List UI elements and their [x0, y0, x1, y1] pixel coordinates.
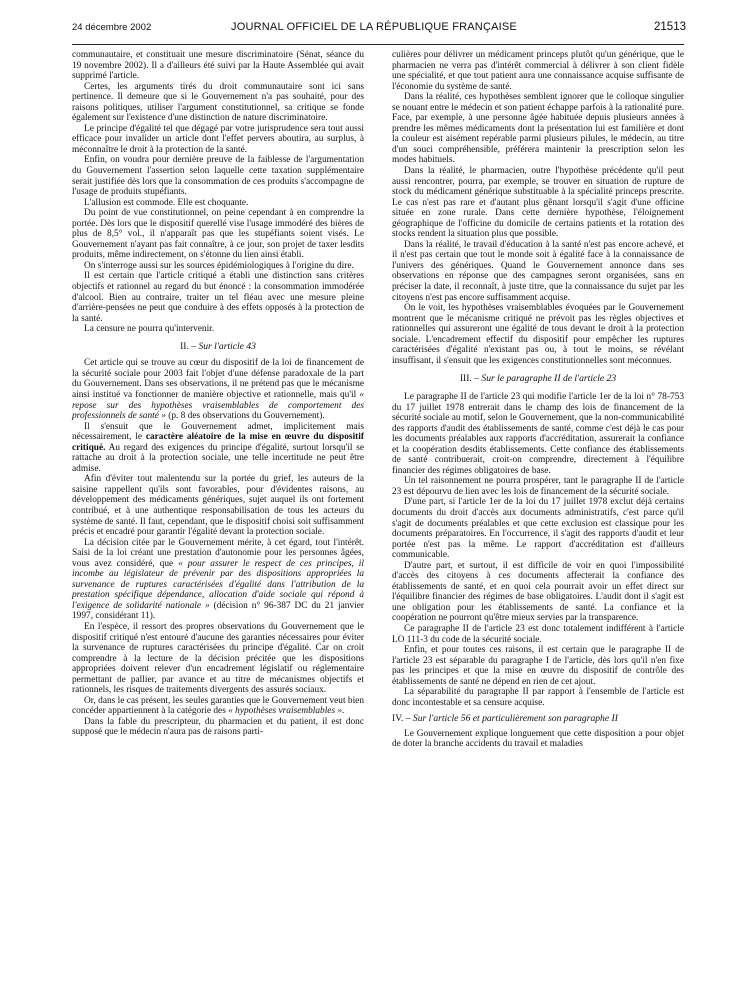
paragraph: On le voit, les hypothèses vraisemblables évoquées par le Gouvernement montrent que le mécanisme critiqué ne prévoit pas les règles objectives et rationnelles qui assureront une égalité de tous devant le droit à la protection sociale. L'encadrement effectif du dispositif pour empêcher les ruptures caractérisées d'égalité n'existant pas ou, à tout le moins, se révélant insuffisant, il s'ensuit que les exigences constitutionnelles sont méconnues.	[392, 303, 684, 366]
paragraph	[72, 538, 364, 622]
paragraph	[72, 422, 364, 475]
paragraph: culières pour délivrer un médicament princeps plutôt qu'un générique, que le pharmacien ne verra pas d'intérêt commercial à délivrer à son client fidèle une spécialité, et que tout patient aura une connaissance acquise suffisante de l'économie du système de santé.	[392, 50, 684, 92]
paragraph: communautaire, et constituait une mesure discriminatoire (Sénat, séance du 19 novembre 2002). Il a d'ailleurs été suivi par la Haute Assemblée qui avait supprimé l'article.	[72, 50, 364, 82]
paragraph-text: (p. 8 des observations du Gouvernement).	[165, 411, 325, 422]
paragraph: Certes, les arguments tirés du droit communautaire sont ici sans pertinence. Il demeure que si le Gouvernement n'a pas souhaité, pour des raisons politiques, utiliser l'argument constitutionnel, sa critique se fonde également sur l'existence d'une distinction de nature discriminatoire.	[72, 81, 364, 124]
paragraph-text: Au regard des exigences du principe d'égalité, surtout lorsqu'il se rattache au droit à la protection sociale, une telle incertitude ne peut être admise.	[72, 442, 364, 474]
paragraph: Dans la fable du prescripteur, du pharmacien et du patient, il est donc supposé que le médecin n'aura pas de raisons parti-	[72, 716, 364, 738]
paragraph: On s'interroge aussi sur les sources épidémiologiques à l'origine du dire.	[84, 260, 354, 271]
paragraph: Le paragraphe II de l'article 23 qui modifie l'article 1er de la loi n° 78-753 du 17 juillet 1978 entrerait dans le champ des lois de financement de la sécurité sociale au motif, selon le Gouvernement, que la non-communicabilité des rapports d'audit des établissements de santé, comme c'est déjà le cas pour les documents préalables aux rapports d'accréditation, assurerait la confiance et la coopération desdits établissements. Cette confiance des établissements de santé contribuerait, croit-on comprendre, directement à l'équilibre financier des régimes obligatoires de base.	[392, 391, 684, 476]
header-journal-title: JOURNAL OFFICIEL DE LA RÉPUBLIQUE FRANÇAISE	[231, 21, 517, 33]
paragraph: La censure ne pourra qu'intervenir.	[84, 324, 215, 335]
section-title: Sur l'article 43	[198, 340, 256, 352]
quotation: « hypothèses vraisemblables ».	[228, 706, 345, 717]
paragraph-text: Il s'ensuit que le Gouvernement admet, implicitement mais nécessairement, le	[72, 421, 364, 443]
section-number: IV. –	[392, 713, 411, 725]
paragraph: Il est certain que l'article critiqué a établi une distinction sans critères objectifs et rationnel au regard du but énoncé : la consommation immodérée d'alcool. Bien au contraire, traiter un tel fléau avec une mesure pleine d'arrière-pensées ne peut que conduire à des effets opposés à la protection de la santé.	[72, 271, 364, 324]
section-heading	[392, 374, 684, 385]
header-page-number: 21513	[654, 21, 686, 33]
left-column	[72, 50, 364, 738]
section-number: II. –	[180, 340, 197, 352]
paragraph: Le Gouvernement explique longuement que cette disposition a pour objet de doter la branche accidents du travail et maladies	[392, 728, 684, 750]
quotation: « pour assurer le respect de ces principes, il incombe au législateur de prévenir par des dispositions appropriées la survenance de ruptures caractérisées d'égalité dans l'attribution de la prestation spécifique dépendance, allocation d'aide sociale qui répond à l'exigence de solidarité nationale »	[72, 558, 364, 611]
paragraph	[72, 696, 364, 717]
section-heading	[392, 714, 684, 725]
paragraph: Enfin, on voudra pour dernière preuve de la faiblesse de l'argumentation du Gouvernement l'assertion selon laquelle cette taxation supplémentaire serait justifiée dès lors que la consommation de ces produits s'accompagne de l'usage de produits stupéfiants.	[72, 155, 364, 198]
paragraph: Dans la réalité, le pharmacien, outre l'hypothèse précédente qu'il peut aussi rencontrer, pourra, par exemple, se trouver en situation de rupture de stock du médicament générique substituable à la spécialité princeps prescrite. Le cas n'est pas rare et d'autant plus gênant lorsqu'il s'agit d'une officine située en zone rurale. Dans cette dernière hypothèse, l'éloignement géographique de l'officine du domicile de certains patients et la rotation des stocks rendent la situation plus que possible.	[392, 166, 684, 240]
quotation: « repose sur des hypothèses vraisemblables de comportement des professionnels de santé »	[72, 389, 364, 422]
paragraph: Afin d'éviter tout malentendu sur la portée du grief, les auteurs de la saisine rappellent qu'ils sont favorables, pour d'évidentes raisons, au développement des médicaments génériques, sujet auquel ils ont fortement contribué, et à une authentique responsabilisation de tous les acteurs du système de santé. Il faut, cependant, que le dispositif choisi soit suffisamment précis et encadré pour garantir l'égalité devant la protection sociale.	[72, 474, 364, 538]
paragraph: Un tel raisonnement ne pourra prospérer, tant le paragraphe II de l'article 23 est dépourvu de lien avec les lois de financement de la sécurité sociale.	[392, 476, 684, 497]
paragraph: Ce paragraphe II de l'article 23 est donc totalement indifférent à l'article LO 111-3 du code de la sécurité sociale.	[392, 623, 684, 645]
paragraph: Le principe d'égalité tel que dégagé par votre jurisprudence sera tout aussi efficace pour invalider un article dont l'effet pervers aboutira, au surplus, à méconnaître le droit à la protection de la santé.	[72, 123, 364, 155]
header-rule	[72, 44, 684, 45]
section-number: III. –	[459, 373, 480, 385]
paragraph: Dans la réalité, ces hypothèses semblent ignorer que le colloque singulier se nouant entre le médecin et son patient échappe parfois à la rationalité pure. Face, par exemple, à une personne âgée habituée depuis plusieurs années à prendre les mêmes médicaments dont la présentation lui est familière et dont la couleur est aisément repérable parmi plusieurs pilules, le médecin, au titre d'un souci compréhensible, préférera maintenir la prescription selon les modes habituels.	[392, 92, 684, 166]
paragraph: Du point de vue constitutionnel, on peine cependant à en comprendre la portée. Dès lors que le dispositif querellé vise l'usage immodéré des bières de plus de 8,5° vol., il n'apparaît pas que les stupéfiants soient visés. Le Gouvernement n'ayant pas fait connaître, à ce jour, son projet de taxer lesdits produits, même indirectement, on s'étonne du lien ainsi établi.	[72, 208, 364, 261]
paragraph: En l'espèce, il ressort des propres observations du Gouvernement que le dispositif critiqué n'est entouré d'aucune des garanties nécessaires pour éviter la survenance de ruptures caractérisées du principe d'égalité. Car on croit comprendre à la lecture de la décision précitée que les dispositions appropriées doivent relever d'un encadrement législatif ou réglementaire permettant de pallier, par avance et au titre de mécanismes objectifs et rationnels, les risques de traitements divergents des assurés sociaux.	[72, 621, 364, 696]
paragraph: L'allusion est commode. Elle est choquante.	[84, 197, 249, 208]
section-title: Sur le paragraphe II de l'article 23	[481, 373, 617, 385]
paragraph: D'autre part, et surtout, il est difficile de voir en quoi l'impossibilité d'accès des citoyens à ces documents affecterait la confiance des établissements de santé, et en quoi cela pourrait avoir un effet direct sur l'équilibre financier des régimes de base obligatoires. L'audit dont il s'agit est une obligation pour les établissements de santé. La confiance et la coopération ne pourront qu'être mieux servies par la transparence.	[392, 560, 684, 624]
right-column	[392, 50, 684, 750]
paragraph: D'une part, si l'article 1er de la loi du 17 juillet 1978 exclut déjà certains documents du droit d'accès aux documents administratifs, c'est parce qu'il s'agit de documents préalables et que cette exclusion est classique pour les documents préparatoires. En l'occurrence, il s'agit des rapports d'audit et leur portée n'est pas la même. Le rapport d'accréditation est d'ailleurs communicable.	[392, 497, 684, 561]
page-header	[0, 20, 748, 40]
header-date: 24 décembre 2002	[72, 22, 152, 33]
paragraph: La séparabilité du paragraphe II par rapport à l'ensemble de l'article est donc incontestable et sa censure acquise.	[392, 687, 684, 708]
paragraph: Dans la réalité, le travail d'éducation à la santé n'est pas encore achevé, et il n'est pas certain que tout le monde soit à égalité face à la connaissance de l'univers des génériques. Quand le Gouvernement annonce dans ses observations en réponse que des campagnes seront organisées, sans en préciser la date, il reconnaît, à juste titre, que la connaissance du sujet par les citoyens n'est pas encore suffisamment acquise.	[392, 239, 684, 303]
paragraph-text: Cet article qui se trouve au cœur du dispositif de la loi de financement de la sécurité sociale pour 2003 fait l'objet d'une défense paradoxale de la part du Gouvernement. Dans ses observations, il ne prétend pas que le mécanisme ainsi institué va fonctionner de manière objective et rationnelle, mais qu'il	[72, 358, 364, 400]
paragraph-text: Or, dans le cas présent, les seules garanties que le Gouvernement veut bien concéder appartiennent à la catégorie des	[72, 695, 364, 717]
section-heading	[72, 342, 364, 353]
paragraph-text: (décision n° 96-387 DC du 21 janvier 1997, considérant 11).	[72, 600, 365, 622]
emphasis: caractère aléatoire de la mise en œuvre du dispositif critiqué.	[72, 432, 364, 453]
paragraph	[72, 358, 364, 421]
section-title: Sur l'article 56 et particulièrement son paragraphe II	[412, 713, 618, 725]
paragraph: Enfin, et pour toutes ces raisons, il est certain que le paragraphe II de l'article 23 est séparable du paragraphe I de l'article, dès lors qu'il n'en fixe pas les principes et que la mise en œuvre du dispositif de contrôle des établissements de santé ne dépend en rien de cet ajout.	[392, 645, 684, 687]
paragraph-text: La décision citée par le Gouvernement mérite, à cet égard, tout l'intérêt. Saisi de la loi créant une prestation d'autonomie pour les personnes âgées, vous avez considéré, que	[72, 537, 364, 569]
